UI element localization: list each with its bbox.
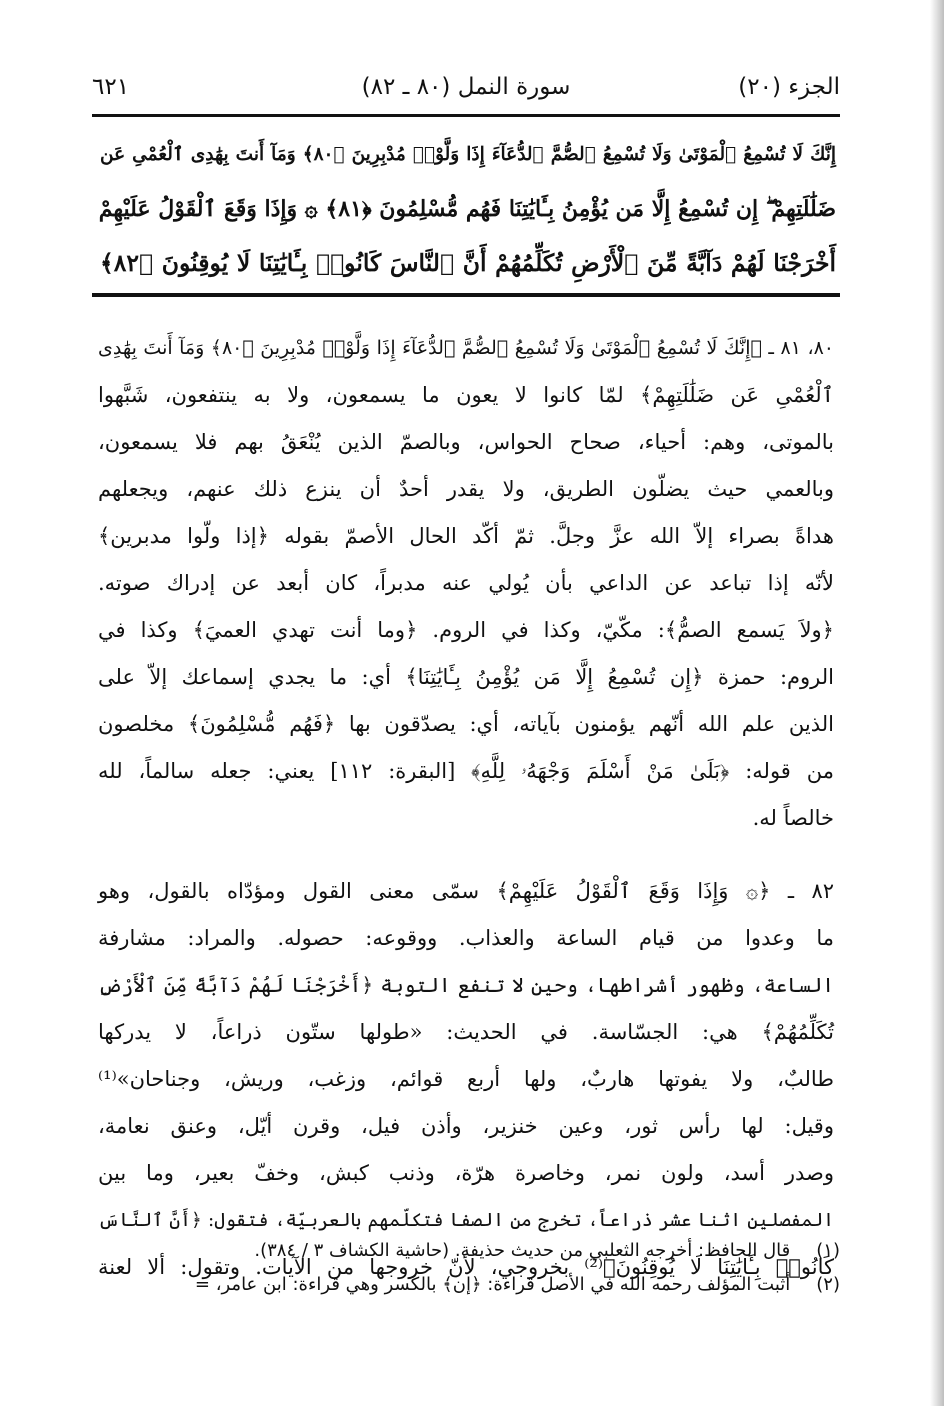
- commentary-line: الساعة، وظهور أشراطها، وحين لا تنفع التوبة ﴿أَخْرَجْنَا لَهُمْ دَآبَّةً مِّنَ ٱلْأَرْضِ: [98, 973, 834, 997]
- commentary-paragraph-82: [98, 868, 834, 1291]
- commentary-line: وصدر أسد، ولون نمر، وخاصرة هرّة، وذنب كبش، وخفّ بعير، وما بين: [98, 1161, 834, 1185]
- quran-line: ضَلَٰلَتِهِمْ ۖ إِن تُسْمِعُ إِلَّا مَن يُؤْمِنُ بِـَٔايَٰتِنَا فَهُم مُّسْلِمُونَ ﴿٨١﴾ ۞ وَإِذَا وَقَعَ ٱلْقَوْلُ عَلَيْهِمْ: [98, 196, 836, 222]
- commentary-line: طالبٌ، ولا يفوتها هاربٌ، ولها أربع قوائم، وزغب، وريش، وجناحان»⁽¹⁾: [98, 1067, 834, 1091]
- commentary-line: المفصلين اثنا عشر ذراعاً، تخرج من الصفا فتكلّمهم بالعربيّة، فتقول: ﴿أَنَّ ٱلنَّاسَ: [98, 1210, 834, 1231]
- footnote-text: قال الحافظ: أخرجه الثعلبي من حديث حذيفة. (حاشية الكشاف ٣ / ٣٨٤).: [254, 1240, 791, 1261]
- commentary-line: الروم: حمزة ﴿إِن تُسْمِعُ إِلَّا مَن يُؤْمِنُ بِـَٔايَٰتِنَا﴾ أي: ما يجدي إسماعك إلاّ على: [98, 665, 834, 689]
- footnote-number: (٢): [816, 1274, 840, 1295]
- commentary-line: كَانُوا۟ بِـَٔايَٰتِنَا لَا يُوقِنُونَ﴾⁽²⁾ بخروجي، لأنّ خروجها من الآيات. وتقول: ألا لعنة: [98, 1255, 834, 1279]
- commentary-line: بالموتى، وهم: أحياء، صحاح الحواس، وبالصمّ الذين يُنْعَقُ بهم فلا يسمعون،: [98, 430, 834, 454]
- commentary-line: ﴿ولاَ يَسمع الصمُّ﴾: مكّيّ، وكذا في الروم. ﴿وما أنت تهدي العميَ﴾ وكذا في: [98, 618, 834, 642]
- commentary-line: وبالعمي حيث يضلّون الطريق، ولا يقدر أحدٌ أن ينزع ذلك عنهم، ويجعلهم: [98, 477, 834, 501]
- footnote-text: أثبت المؤلف رحمه الله في الأصل قراءة: ﴿إن﴾ بالكسر وهي قراءة: ابن عامر، =: [194, 1274, 791, 1295]
- footnote-number: (١): [816, 1240, 840, 1261]
- scan-edge-shadow: [930, 0, 944, 1406]
- commentary-paragraph-80-81: [98, 325, 834, 842]
- commentary-line: تُكَلِّمُهُمْ﴾ هي: الجسّاسة. في الحديث: «طولها ستّون ذراعاً، لا يدركها: [98, 1020, 834, 1044]
- juz-label: الجزء (٢٠): [738, 74, 840, 100]
- commentary-line: خالصاً له.: [752, 806, 834, 830]
- commentary-line: ٨٠، ٨١ ـ ﴿إِنَّكَ لَا تُسْمِعُ ٱلْمَوْتَىٰ وَلَا تُسْمِعُ ٱلصُّمَّ ٱلدُّعَآءَ إِذَا وَلَّوْا۟ مُدْبِرِينَ ﴿٨٠﴾ وَمَآ أَنتَ بِهَٰدِى: [98, 337, 834, 359]
- footnote-1: [92, 1234, 840, 1268]
- footnotes: [92, 1234, 840, 1302]
- quran-line: إِنَّكَ لَا تُسْمِعُ ٱلْمَوْتَىٰ وَلَا تُسْمِعُ ٱلصُّمَّ ٱلدُّعَآءَ إِذَا وَلَّوْا۟ مُدْبِرِينَ ﴿٨٠﴾ وَمَآ أَنتَ بِهَٰدِى ٱلْعُمْىِ عَن: [100, 144, 836, 165]
- commentary-line: من قوله: ﴿بَلَىٰ مَنْ أَسْلَمَ وَجْهَهُۥ لِلَّهِ﴾ [البقرة: ١١٢] يعني: جعله سالماً، لله: [98, 759, 834, 783]
- commentary-line: ٱلْعُمْىِ عَن ضَلَٰلَتِهِمْ﴾ لمّا كانوا لا يعون ما يسمعون، ولا به ينتفعون، شَبَّهوا: [98, 383, 834, 407]
- commentary-line: هداةً بصراء إلاّ الله عزَّ وجلَّ. ثمّ أكّد الحال الأصمّ بقوله ﴿إذا ولّوا مدبرين﴾: [98, 524, 834, 548]
- commentary-line: لأنّه إذا تباعد عن الداعي بأن يُولي عنه مدبراً، كان أبعد عن إدراك صوته.: [98, 571, 834, 595]
- quran-line: أَخْرَجْنَا لَهُمْ دَآبَّةً مِّنَ ٱلْأَرْضِ تُكَلِّمُهُمْ أَنَّ ٱلنَّاسَ كَانُوا۟ بِـَٔايَٰتِنَا لَا يُوقِنُونَ ﴿٨٢﴾: [100, 249, 836, 277]
- verses-divider: [92, 293, 840, 297]
- page-number: ٦٢١: [92, 74, 130, 100]
- header-divider: [92, 114, 840, 117]
- footnote-2: [92, 1268, 840, 1302]
- commentary-line: الذين علم الله أنّهم يؤمنون بآياته، أي: يصدّقون بها ﴿فَهُم مُّسْلِمُونَ﴾ مخلصون: [98, 712, 834, 736]
- quran-verses: [100, 128, 836, 290]
- running-header: [92, 74, 840, 114]
- surah-title: سورة النمل (٨٠ ـ ٨٢): [361, 74, 571, 100]
- commentary-line: ما وعدوا من قيام الساعة والعذاب. ووقوعه: حصوله. والمراد: مشارفة: [98, 926, 834, 950]
- commentary-line: ٨٢ ـ ﴿۞ وَإِذَا وَقَعَ ٱلْقَوْلُ عَلَيْهِمْ﴾ سمّى معنى القول ومؤدّاه بالقول، وهو: [98, 879, 834, 903]
- tafsir-commentary: [98, 325, 834, 1291]
- commentary-line: وقيل: لها رأس ثور، وعين خنزير، وأذن فيل، وقرن أيّل، وعنق نعامة،: [98, 1114, 834, 1138]
